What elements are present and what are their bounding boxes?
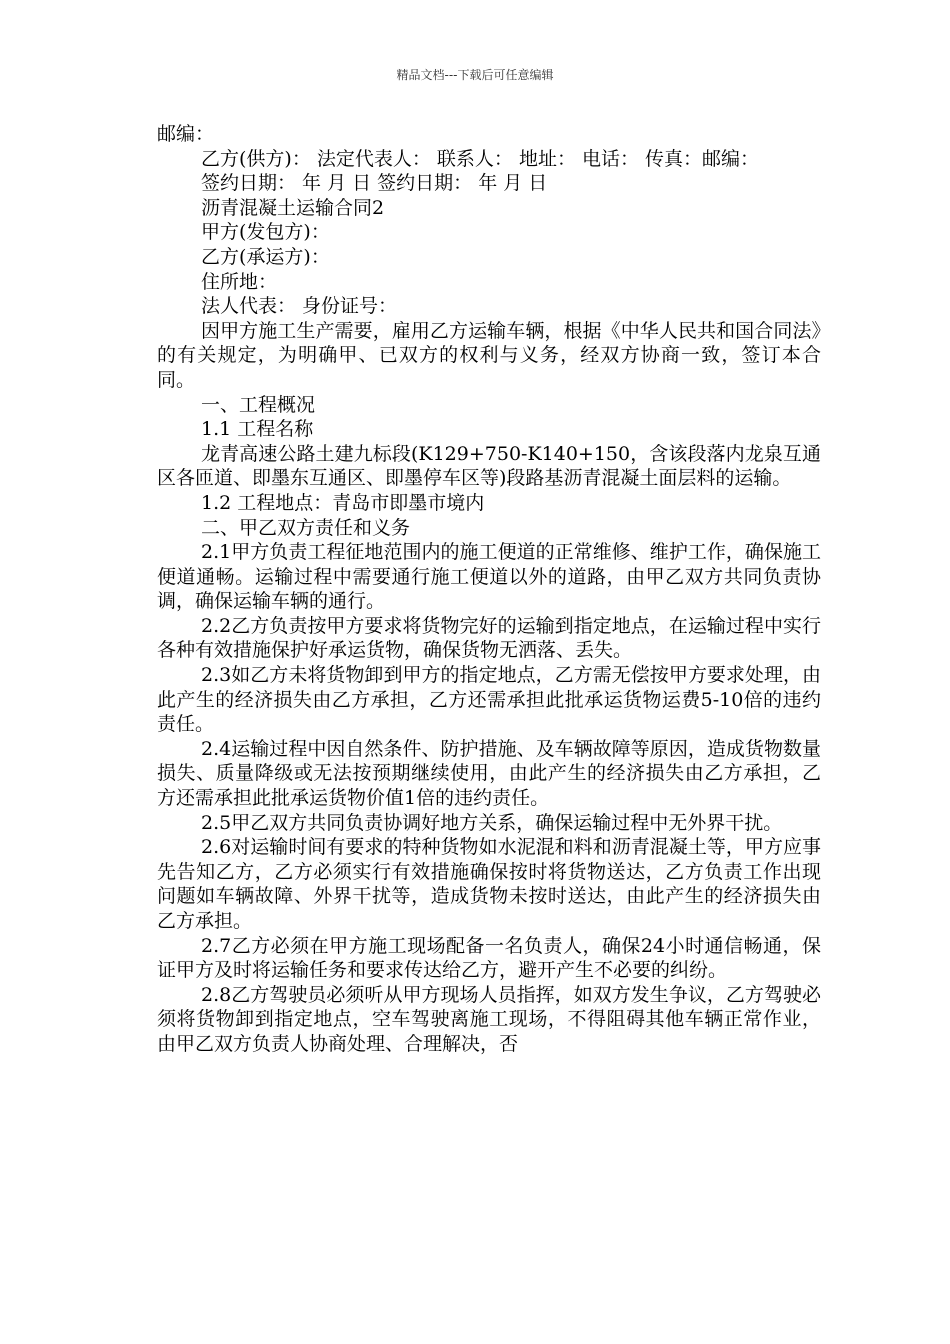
paragraph: 一、工程概况 [201,393,316,416]
paragraph: 2.3如乙方未将货物卸到甲方的指定地点，乙方需无偿按甲方要求处理，由此产生的经济损失由乙方承担，乙方还需承担此批承运货物运费5-10倍的违约责任。 [157,664,821,736]
paragraph: 2.2乙方负责按甲方要求将货物完好的运输到指定地点，在运输过程中实行各种有效措施保护好承运货物，确保货物无洒落、丢失。 [157,614,821,662]
paragraph: 住所地： [201,270,278,293]
paragraph: 龙青高速公路土建九标段(K129+750-K140+150，含该段落内龙泉互通区各匝道、即墨东互通区、即墨停车区等)段路基沥青混凝土面层料的运输。 [157,442,821,490]
page-header: 精品文档---下载后可任意编辑 [396,68,554,82]
paragraph: 1.2 工程地点：青岛市即墨市境内 [201,491,485,514]
paragraph: 二、甲乙双方责任和义务 [201,516,411,539]
paragraph: 签约日期： 年 月 日 签约日期： 年 月 日 [201,172,548,195]
paragraph: 2.7乙方必须在甲方施工现场配备一名负责人，确保24小时通信畅通，保证甲方及时将运输任务和要求传达给乙方，避开产生不必要的纠纷。 [157,934,821,982]
paragraph: 2.5甲乙双方共同负责协调好地方关系，确保运输过程中无外界干扰。 [201,811,783,834]
paragraph: 2.8乙方驾驶员必须听从甲方现场人员指挥，如双方发生争议，乙方驾驶必须将货物卸到指定地点，空车驾驶离施工现场，不得阻碍其他车辆正常作业，由甲乙双方负责人协商处理、合理解决，否 [157,983,821,1055]
paragraph: 法人代表： 身份证号： [201,295,398,318]
paragraph: 甲方(发包方)： [201,221,330,244]
paragraph: 2.1甲方负责工程征地范围内的施工便道的正常维修、维护工作，确保施工便道通畅。运输过程中需要通行施工便道以外的道路，由甲乙双方共同负责协调，确保运输车辆的通行。 [157,541,821,613]
paragraph: 乙方(承运方)： [201,245,330,268]
paragraph: 邮编： [157,123,215,145]
paragraph: 因甲方施工生产需要，雇用乙方运输车辆，根据《中华人民共和国合同法》的有关规定，为明确甲、已双方的权利与义务，经双方协商一致，签订本合同。 [157,319,821,391]
paragraph: 2.4运输过程中因自然条件、防护措施、及车辆故障等原因，造成货物数量损失、质量降级或无法按预期继续使用，由此产生的经济损失由乙方承担，乙方还需承担此批承运货物价值1倍的违约责任。 [157,737,821,810]
paragraph: 1.1 工程名称 [201,418,314,441]
paragraph: 2.6对运输时间有要求的特种货物如水泥混和料和沥青混凝土等，甲方应事先告知乙方，乙方必须实行有效措施确保按时将货物送达，乙方负责工作出现问题如车辆故障、外界干扰等，造成货物未按时送达，由此产生的经济损失由乙方承担。 [157,836,821,932]
paragraph: 沥青混凝土运输合同2 [201,196,385,219]
paragraph: 乙方(供方)： 法定代表人： 联系人： 地址： 电话： 传真：邮编： [201,147,760,170]
contract-body [157,122,821,1057]
